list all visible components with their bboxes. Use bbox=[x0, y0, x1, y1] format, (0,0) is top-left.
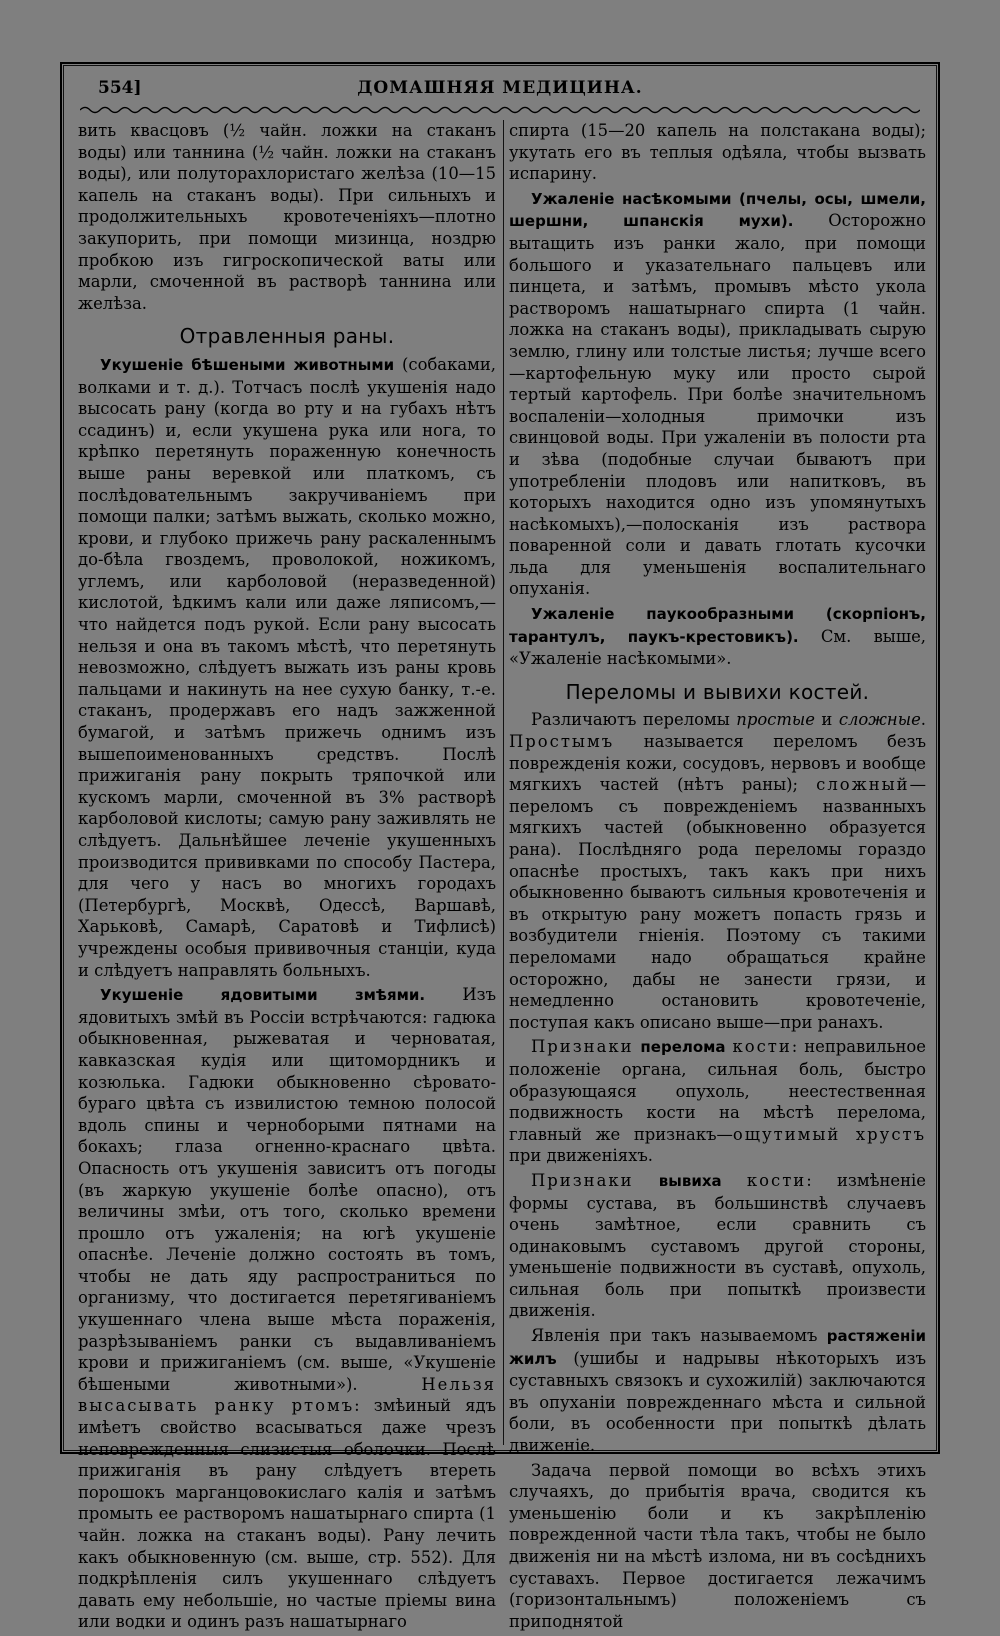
paragraph-continued: спирта (15—20 капель на полстакана воды); укутать его въ теплыя одѣяла, чтобы вызвать испарину. bbox=[509, 121, 926, 184]
paragraph-text: (ушибы и надрывы нѣкоторыхъ изъ суставныхъ связокъ и сухожилій) заключаются въ опуханіи поврежденнаго мѣста и сильной боли, въ особенности при попыткѣ дѣлать движеніе. bbox=[509, 1348, 926, 1456]
paragraph-text: : змѣиный ядъ имѣетъ свойство всасываться даже чрезъ неповрежденныя слизистыя оболочки. Послѣ прижиганія въ рану слѣдуетъ втереть порошокъ марганцовокислаго калія и затѣмъ промыть ее растворомъ нашатырнаго спирта (1 чайн. ложка на стаканъ воды). Рану лечить какъ обыкновенную (см. выше, стр. 552). Для подкрѣпленія силъ укушеннаго слѣдуетъ давать ему небольшіе, но частые пріемы вина или водки и одинъ разъ нашатырнаго bbox=[78, 1396, 496, 1632]
paragraph-text: Явленія при такъ называемомъ bbox=[531, 1326, 827, 1346]
paragraph-fracture-types bbox=[509, 709, 926, 1033]
paragraph-text: при движеніяхъ. bbox=[509, 1146, 653, 1166]
paragraph-fracture-signs bbox=[509, 1036, 926, 1167]
run-in-heading: Ужаленіе паукообразными (скорпіонъ, тарантулъ, паукъ-крестовикъ). bbox=[509, 605, 926, 646]
italic-term: простые bbox=[736, 710, 815, 730]
page-number: 554] bbox=[98, 78, 142, 98]
running-head bbox=[80, 76, 920, 104]
paragraph-text: —переломъ съ поврежденіемъ названныхъ мягкихъ частей (обыкновенно образуется рана). Послѣдняго рода переломы гораздо опаснѣе простыхъ, такъ какъ при нихъ обыкновенно бываютъ сильныя кровотеченія и въ открытую рану можетъ попасть грязь и возбудители гніенія. Поэтому съ такими переломами надо обращаться крайне осторожно, дабы не занести грязи, и немедленно остановить кровотеченіе, поступая какъ описано выше—при ранахъ. bbox=[509, 775, 926, 1032]
bold-term: перелома bbox=[633, 1038, 733, 1057]
spaced-emphasis: кости bbox=[746, 1170, 807, 1190]
paragraph-text: : измѣненіе формы сустава, въ большинствѣ случаевъ очень замѣтное, если сравнить съ одинаковымъ суставомъ другой стороны, уменьшеніе подвижности въ суставѣ, опухоль, сильная боль при попыткѣ произвести движенія. bbox=[509, 1170, 926, 1321]
bold-term: растяженіи жилъ bbox=[509, 1327, 926, 1368]
running-title: ДОМАШНЯЯ МЕДИЦИНА. bbox=[357, 78, 643, 98]
run-in-heading: Укушеніе бѣшеными животными bbox=[100, 355, 395, 374]
spaced-emphasis: Признаки bbox=[531, 1037, 634, 1057]
paragraph-text: Изъ ядовитыхъ змѣй въ Россіи встрѣчаются: гадюка обыкновенная, рыжеватая и черноватая, кавказская кудія или щитомордникъ и козюлька. Гадюки обыкновенно сѣровато-бураго цвѣта съ извилистою темною полосой вдоль спины и черноборыми пятнами на бокахъ; глаза огненно-краснаго цвѣта. Опасность отъ укушенія зависитъ отъ погоды (въ жаркую укушеніе болѣе опасно), отъ величины змѣи, отъ того, сколько времени прошло отъ ужаленія; на югѣ укушеніе опаснѣе. Леченіе должно состоять въ томъ, чтобы не дать яду распространиться по организму, что достигается перетягиваніемъ укушеннаго члена выше мѣста пораженія, разрѣзываніемъ ранки съ выдавливаніемъ крови и прижиганіемъ (см. выше, «Укушеніе бѣшеными животными»). bbox=[78, 985, 496, 1394]
paragraph-dislocation-signs bbox=[509, 1170, 926, 1322]
paragraph-text: . bbox=[920, 710, 926, 730]
right-column bbox=[509, 120, 926, 1635]
section-heading-poisoned-wounds: Отравленныя раны. bbox=[179, 324, 395, 349]
paragraph-text: См. выше, «Ужаленіе насѣкомыми». bbox=[509, 626, 927, 669]
paragraph-continued: вить квасцовъ (½ чайн. ложки на стаканъ воды) или таннина (½ чайн. ложки на стаканъ воды), или полуторахлористаго желѣза (10—15 капель на стаканъ воды). При сильныхъ и продолжительныхъ кровотеченіяхъ—плотно закупорить, при помощи мизинца, ноздрю пробкою изъ гигроскопической ваты или марли, смоченной въ растворѣ таннина или желѣза. bbox=[78, 121, 496, 313]
wavy-rule bbox=[80, 103, 920, 117]
paragraph-snake-bites bbox=[78, 984, 496, 1633]
spaced-emphasis: Нельзя высасывать ранку ртомъ bbox=[78, 1374, 496, 1416]
run-in-heading: Укушеніе ядовитыми змѣями. bbox=[100, 986, 426, 1005]
section-heading-fractures: Переломы и вывихи костей. bbox=[565, 679, 870, 704]
paragraph-text: (собаками, волками и т. д.). Тотчасъ послѣ укушенія надо высосать рану (когда во рту и на губахъ нѣтъ ссадинъ) и, если укушена рука или нога, то крѣпко перетянуть пораженную конечность выше раны веревкой или платкомъ, съ послѣдовательнымъ закручиваніемъ при помощи палки; затѣмъ выжать, сколько можно, крови, и глубоко прижечь рану раскаленнымъ до-бѣла гвоздемъ, проволокой, ножикомъ, углемъ, или карболовой (неразведенной) кислотой, ѣдкимъ кали или даже ляписомъ,—что найдется подъ рукой. Если рану высосать нельзя и она въ такомъ мѣстѣ, что перетянуть невозможно, слѣдуетъ выжать изъ раны кровь пальцами и накинуть на нее сухую банку, т.-е. стаканъ, продержавъ его надъ зажженной бумагой, и затѣмъ прижечь однимъ изъ вышепоименованныхъ средствъ. Послѣ прижиганія рану покрыть тряпочкой или кускомъ марли, смоченной въ 3% растворѣ карболовой кислоты; самую рану заживлять не слѣдуетъ. Дальнѣйшее леченіе укушенныхъ производится прививками по способу Пастера, для чего у насъ во многихъ городахъ (Петербургѣ, Москвѣ, Одессѣ, Варшавѣ, Харьковѣ, Самарѣ, Саратовѣ и Тифлисѣ) учреждены особыя прививочныя станціи, куда и слѣдуетъ направлять больныхъ. bbox=[78, 354, 496, 980]
bold-term: вывиха bbox=[633, 1171, 747, 1190]
paragraph-text: Осторожно вытащить изъ ранки жало, при помощи большого и указательнаго пальцевъ или пинцета, и затѣмъ, промывъ мѣсто укола растворомъ нашатырнаго спирта (1 чайн. ложка на стаканъ воды), прикладывать сырую землю, глину или толстые листья; лучше всего—картофельную муку или просто сырой тертый картофель. При болѣе значительномъ воспаленіи—холодныя примочки изъ свинцовой воды. При ужаленіи въ полости рта и зѣва (подобные случаи бываютъ при употребленіи плодовъ или напитковъ, въ которыхъ находится одно изъ упомянутыхъ насѣкомыхъ),—полосканія изъ раствора поваренной соли и давать глотать кусочки льда для уменьшенія воспалительнаго опуханія. bbox=[509, 211, 926, 599]
left-column bbox=[78, 120, 496, 1636]
paragraph-text: называется переломъ безъ поврежденія кожи, сосудовъ, нервовъ и вообще мягкихъ частей (нѣтъ раны); bbox=[509, 732, 926, 795]
paragraph-text: : неправильное положеніе органа, сильная боль, быстро образующаяся опухоль, неестественная подвижность кости на мѣстѣ перелома, главный же признакъ— bbox=[509, 1037, 926, 1144]
paragraph-text: и bbox=[814, 710, 839, 730]
paragraph-rabid-bites bbox=[78, 354, 496, 981]
paragraph-text: Различаютъ переломы bbox=[531, 710, 737, 730]
paragraph-sprains bbox=[509, 1325, 926, 1457]
paragraph-insect-stings bbox=[509, 188, 926, 600]
spaced-emphasis: Признаки bbox=[531, 1170, 634, 1190]
spaced-emphasis: сложный bbox=[816, 775, 910, 795]
spaced-emphasis: Простымъ bbox=[509, 732, 615, 752]
run-in-heading: Ужаленіе насѣкомыми (пчелы, осы, шмели, шершни, шпанскія мухи). bbox=[509, 189, 926, 231]
paragraph-first-aid: Задача первой помощи во всѣхъ этихъ случаяхъ, до прибытія врача, сводится къ уменьшенію боли и къ закрѣпленію поврежденной части тѣла такъ, чтобы не было движенія ни на мѣстѣ излома, ни въ сосѣднихъ суставахъ. Первое достигается лежачимъ (горизонтальнымъ) положеніемъ съ приподнятой bbox=[509, 1460, 926, 1631]
spaced-emphasis: ощутимый хрустъ bbox=[732, 1124, 926, 1144]
paragraph-arachnid-stings bbox=[509, 603, 926, 670]
column-divider bbox=[503, 120, 504, 1445]
italic-term: сложные bbox=[838, 710, 921, 730]
spaced-emphasis: кости bbox=[732, 1037, 792, 1057]
